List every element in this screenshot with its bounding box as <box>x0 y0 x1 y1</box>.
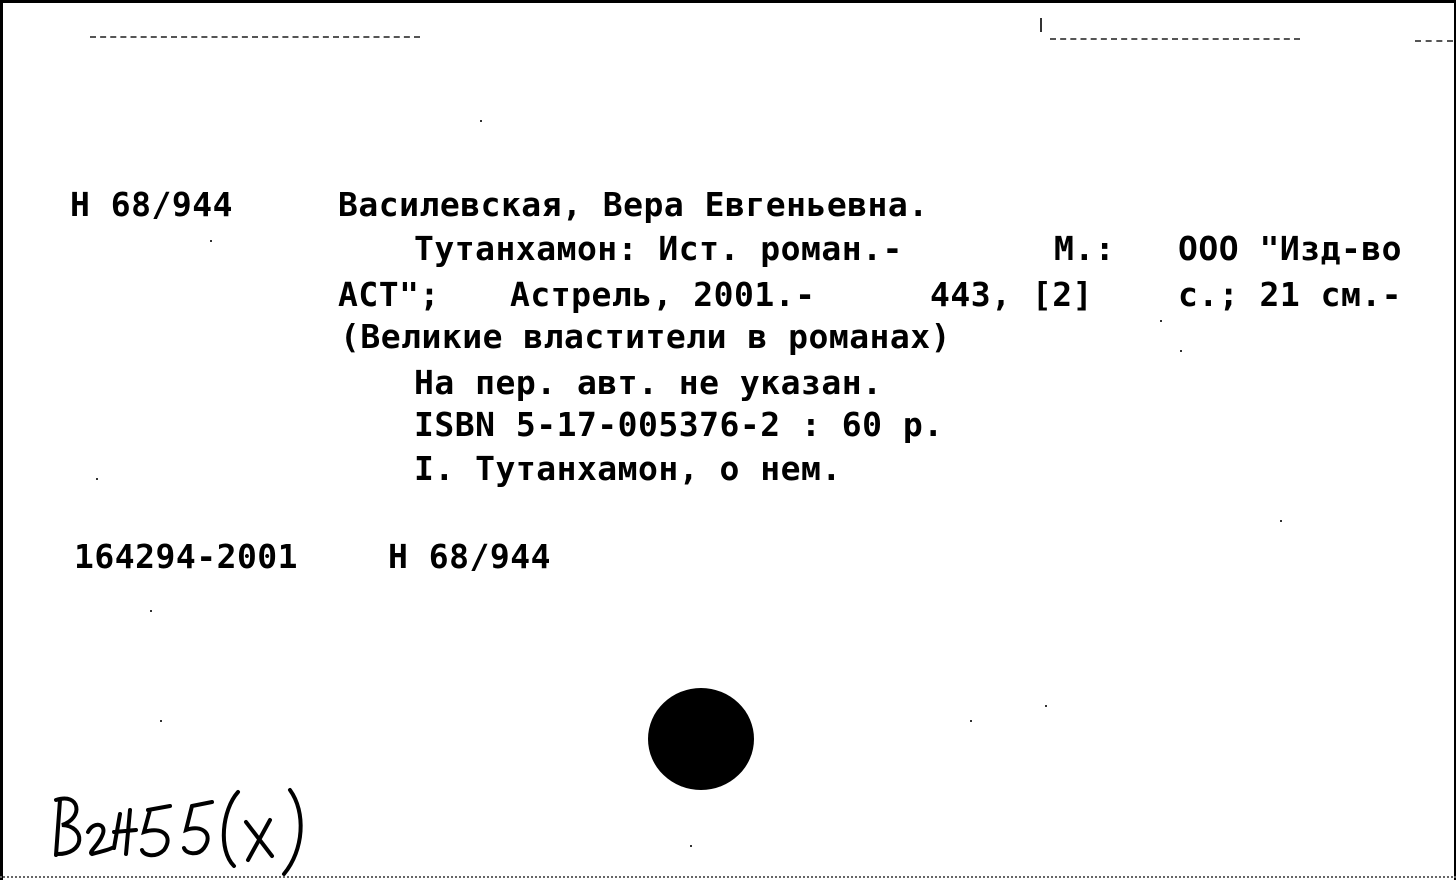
isbn-price: ISBN 5-17-005376-2 : 60 р. <box>414 405 944 444</box>
publisher-part-1: ООО "Изд-во <box>1178 229 1403 268</box>
registry-number: 164294-2001 <box>74 537 299 576</box>
publication-place: М.: <box>1054 229 1116 268</box>
scan-speck <box>160 720 162 722</box>
card-top-edge <box>0 0 1456 3</box>
scan-speck <box>210 240 212 242</box>
card-left-edge <box>0 0 3 880</box>
publisher-year: Астрель, 2001.- <box>510 275 816 314</box>
page-count: 443, [2] <box>930 275 1093 314</box>
scan-speck <box>1280 520 1282 522</box>
publisher-part-2: АСТ"; <box>338 275 440 314</box>
title-statement: Тутанхамон: Ист. роман.- <box>414 229 903 268</box>
handwritten-call-number <box>52 770 312 880</box>
scan-speck <box>150 610 152 612</box>
dimensions: с.; 21 см.- <box>1178 275 1403 314</box>
scan-speck <box>1160 320 1162 322</box>
scan-speck <box>690 845 692 847</box>
scan-speck <box>1040 18 1042 32</box>
series-statement: (Великие властители в романах) <box>340 317 952 356</box>
punch-hole <box>648 688 754 790</box>
subject-entry: I. Тутанхамон, о нем. <box>414 449 842 488</box>
scan-dash-line <box>90 36 420 38</box>
shelf-mark-bottom: Н 68/944 <box>388 537 551 576</box>
scan-dash-line <box>1415 40 1453 42</box>
shelf-mark: Н 68/944 <box>70 185 233 224</box>
scan-speck <box>970 720 972 722</box>
scan-speck <box>480 120 482 122</box>
binding-note: На пер. авт. не указан. <box>414 363 883 402</box>
scan-speck <box>96 478 98 480</box>
scan-speck <box>1180 350 1182 352</box>
author-heading: Василевская, Вера Евгеньевна. <box>338 185 929 224</box>
scan-dash-line <box>1050 38 1300 40</box>
scan-speck <box>1045 705 1047 707</box>
